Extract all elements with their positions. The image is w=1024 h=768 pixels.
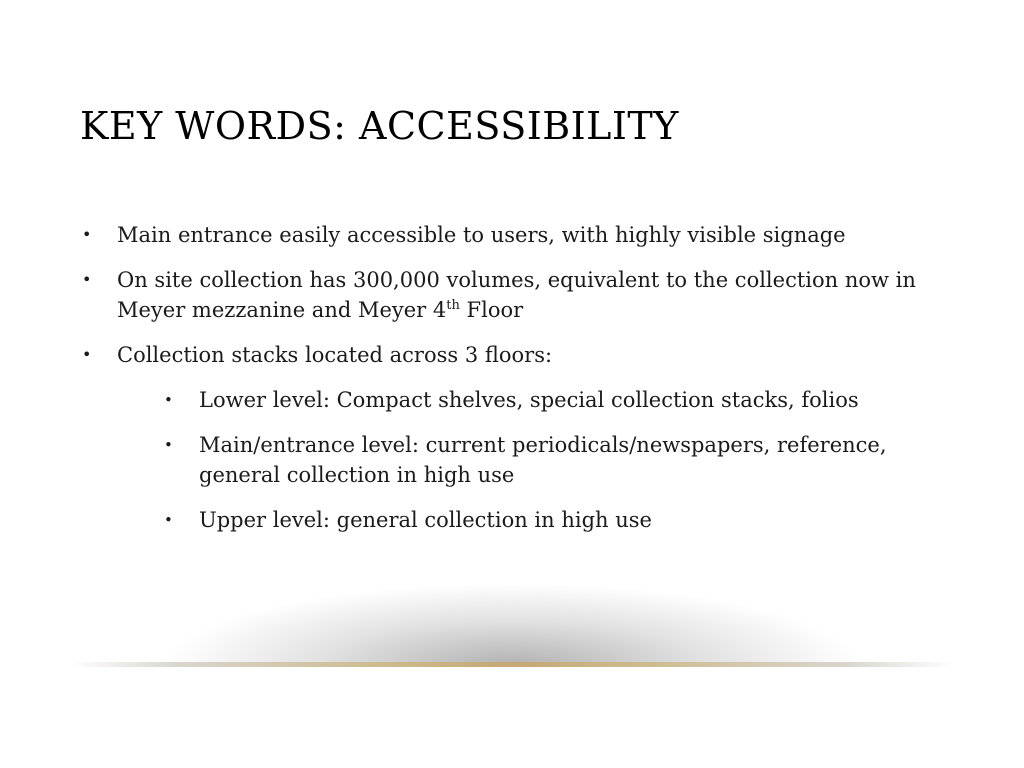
sub-bullet-item-main-level xyxy=(162,430,960,490)
slide-body xyxy=(80,220,960,550)
sub-bullet-item-lower-level xyxy=(162,385,960,415)
sub-bullet-list xyxy=(117,385,960,535)
bullet-glyph: • xyxy=(82,270,92,289)
slide-title: KEY WORDS: ACCESSIBILITY xyxy=(80,104,679,148)
decorative-shadow xyxy=(170,585,854,667)
bullet-list xyxy=(80,220,960,535)
bullet-glyph: • xyxy=(82,225,92,244)
sub-bullet-item-upper-level xyxy=(162,505,960,535)
bullet-text: Main entrance easily accessible to users, with highly visible signage xyxy=(117,223,846,247)
bullet-glyph: • xyxy=(164,436,173,454)
sub-bullet-text: Main/entrance level: current periodicals/newspapers, reference, general collection in high use xyxy=(199,433,887,487)
bullet-item-collection xyxy=(80,265,960,325)
bullet-item-entrance xyxy=(80,220,960,250)
sub-bullet-text: Upper level: general collection in high use xyxy=(199,508,652,532)
bullet-text: On site collection has 300,000 volumes, equivalent to the collection now in Meyer mezzanine and Meyer 4 xyxy=(117,268,916,322)
ordinal-superscript: th xyxy=(446,298,460,313)
bullet-glyph: • xyxy=(164,391,173,409)
bullet-text: Collection stacks located across 3 floors: xyxy=(117,343,553,367)
bullet-glyph: • xyxy=(164,511,173,529)
bullet-text-suffix: Floor xyxy=(459,298,524,322)
decorative-divider-line xyxy=(70,662,954,667)
sub-bullet-text: Lower level: Compact shelves, special collection stacks, folios xyxy=(199,388,859,412)
bullet-glyph: • xyxy=(82,345,92,364)
bullet-item-stacks xyxy=(80,340,960,535)
